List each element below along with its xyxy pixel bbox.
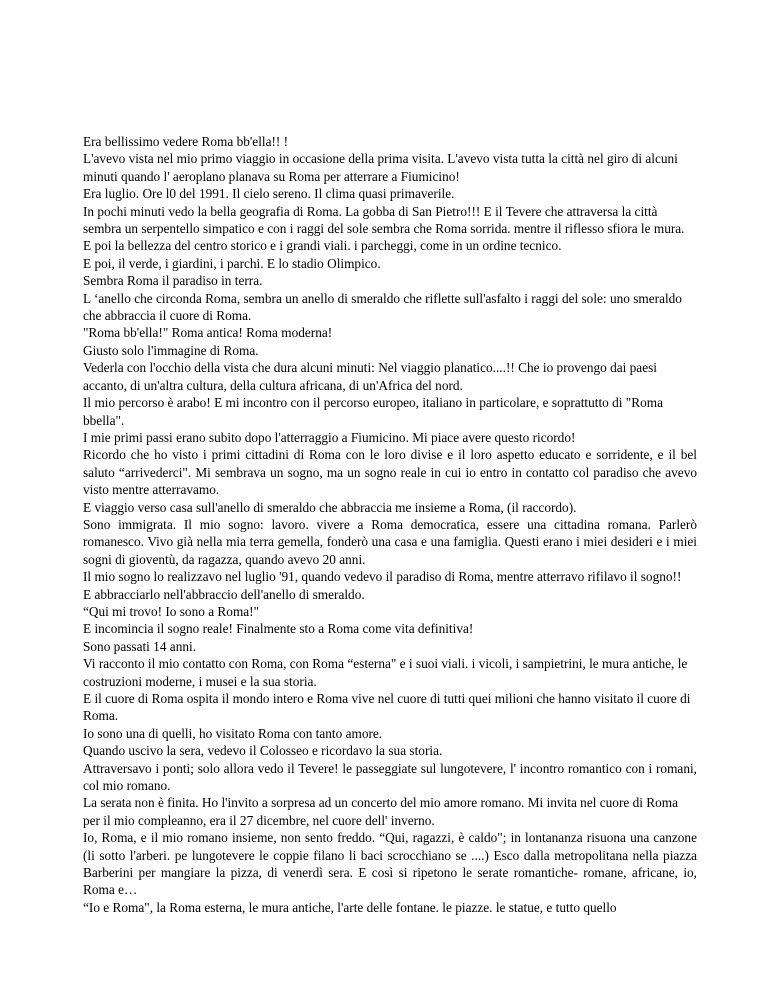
paragraph: Il mio sogno lo realizzavo nel luglio '91, quando vedevo il paradiso di Roma, mentre atterravo rifilavo il sogno!!: [83, 569, 682, 585]
paragraph: Il mio percorso è arabo! E mi incontro con il percorso europeo, italiano in particolare, e soprattutto di "Roma bbella".: [83, 395, 663, 428]
paragraph: L ‘anello che circonda Roma, sembra un anello di smeraldo che riflette sull'asfalto i raggi del sole: uno smeraldo che abbraccia il cuore di Roma.: [83, 290, 682, 324]
paragraph: Quando uscivo la sera, vedevo il Colosseo e ricordavo la sua storia.: [83, 743, 443, 759]
paragraph: Era bellissimo vedere Roma bb'ella!! !: [83, 134, 289, 149]
paragraph: “Qui mi trovo! Io sono a Roma!": [83, 603, 260, 619]
paragraph: In pochi minuti vedo la bella geografia di Roma. La gobba di San Pietro!!! E il Tevere che attraversa la città sembra un serpentello simpatico e con i raggi del sole sembra che Roma sorrida. mentre il riflesso sfiora le mura.: [83, 203, 685, 237]
paragraph: “Io e Roma", la Roma esterna, le mura antiche, l'arte delle fontane. le piazze. le statue, e tutto quello: [83, 899, 617, 915]
paragraph: "Roma bb'ella!" Roma antica! Roma moderna!: [83, 325, 333, 341]
document-body: [83, 133, 697, 916]
paragraph: E poi la bellezza del centro storico e i grandi viali. i parcheggi, come in un ordine tecnico.: [83, 238, 562, 254]
paragraph: E incomincia il sogno reale! Finalmente sto a Roma come vita definitiva!: [83, 621, 474, 637]
paragraph: Vi racconto il mio contatto con Roma, con Roma “esterna" e i suoi viali. i vicoli, i sampietrini, le mura antiche, le costruzioni moderne, i musei e la sua storia.: [83, 656, 688, 689]
paragraph: La serata non è finita. Ho l'invito a sorpresa ad un concerto del mio amore romano. Mi invita nel cuore di Roma per il mio compleanno, era il 27 dicembre, nel cuore dell' inverno.: [83, 795, 679, 828]
paragraph: Attraversavo i ponti; solo allora vedo il Tevere! le passeggiate sul lungotevere, l' incontro romantico con i romani, col mio romano.: [83, 760, 697, 794]
paragraph: E il cuore di Roma ospita il mondo intero e Roma vive nel cuore di tutti quei milioni che hanno visitato il cuore di Roma.: [83, 691, 691, 724]
paragraph: Sono passati 14 anni.: [83, 638, 197, 654]
paragraph: Vederla con l'occhio della vista che dura alcuni minuti: Nel viaggio planatico....!! Che io provengo dai paesi accanto, di un'altra cultura, della cultura africana, di un'Africa del nord.: [83, 360, 657, 393]
paragraph: I mie primi passi erano subito dopo l'atterraggio a Fiumicino. Mi piace avere questo ricordo!: [83, 429, 576, 445]
paragraph: Sono immigrata. Il mio sogno: lavoro. vivere a Roma democratica, essere una cittadina romana. Parlerò romanesco. Vivo già nella mia terra gemella, fonderò una casa e una famiglia. Questi erano i miei desideri e i miei sogni di gioventù, da ragazza, quando avevo 20 anni.: [83, 516, 697, 567]
paragraph: Io, Roma, e il mio romano insieme, non sento freddo. “Qui, ragazzi, è caldo"; in lontananza risuona una canzone (li sotto l'arberi. pe lungotevere le coppie filano li baci scrocchiano se ....) Esco dalla metropolitana nella piazza Barberini per mangiare la pizza, di venerdì sera. E così si ripetono le serate romantiche- romane, africane, io, Roma e…: [83, 830, 697, 898]
paragraph: E abbracciarlo nell'abbraccio dell'anello di smeraldo.: [83, 586, 365, 602]
paragraph: Giusto solo l'immagine di Roma.: [83, 342, 259, 358]
paragraph: Ricordo che ho visto i primi cittadini di Roma con le loro divise e il loro aspetto educato e sorridente, e il bel saluto “arrivederci". Mi sembrava un sogno, ma un sogno reale in cui io entro in contatto col paradiso che avevo visto mentre atterravamo.: [83, 447, 697, 498]
paragraph: E poi, il verde, i giardini, i parchi. E lo stadio Olimpico.: [83, 255, 381, 271]
paragraph: Io sono una di quelli, ho visitato Roma con tanto amore.: [83, 725, 383, 741]
paragraph: L'avevo vista nel mio primo viaggio in occasione della prima visita. L'avevo vista tutta la città nel giro di alcuni minuti quando l' aeroplano planava su Roma per atterrare a Fiumicino!: [83, 151, 678, 184]
paragraph: Era luglio. Ore l0 del 1991. Il cielo sereno. Il clima quasi primaverile.: [83, 186, 455, 202]
paragraph: E viaggio verso casa sull'anello di smeraldo che abbraccia me insieme a Roma, (il raccordo).: [83, 499, 577, 515]
paragraph: Sembra Roma il paradiso in terra.: [83, 273, 263, 289]
